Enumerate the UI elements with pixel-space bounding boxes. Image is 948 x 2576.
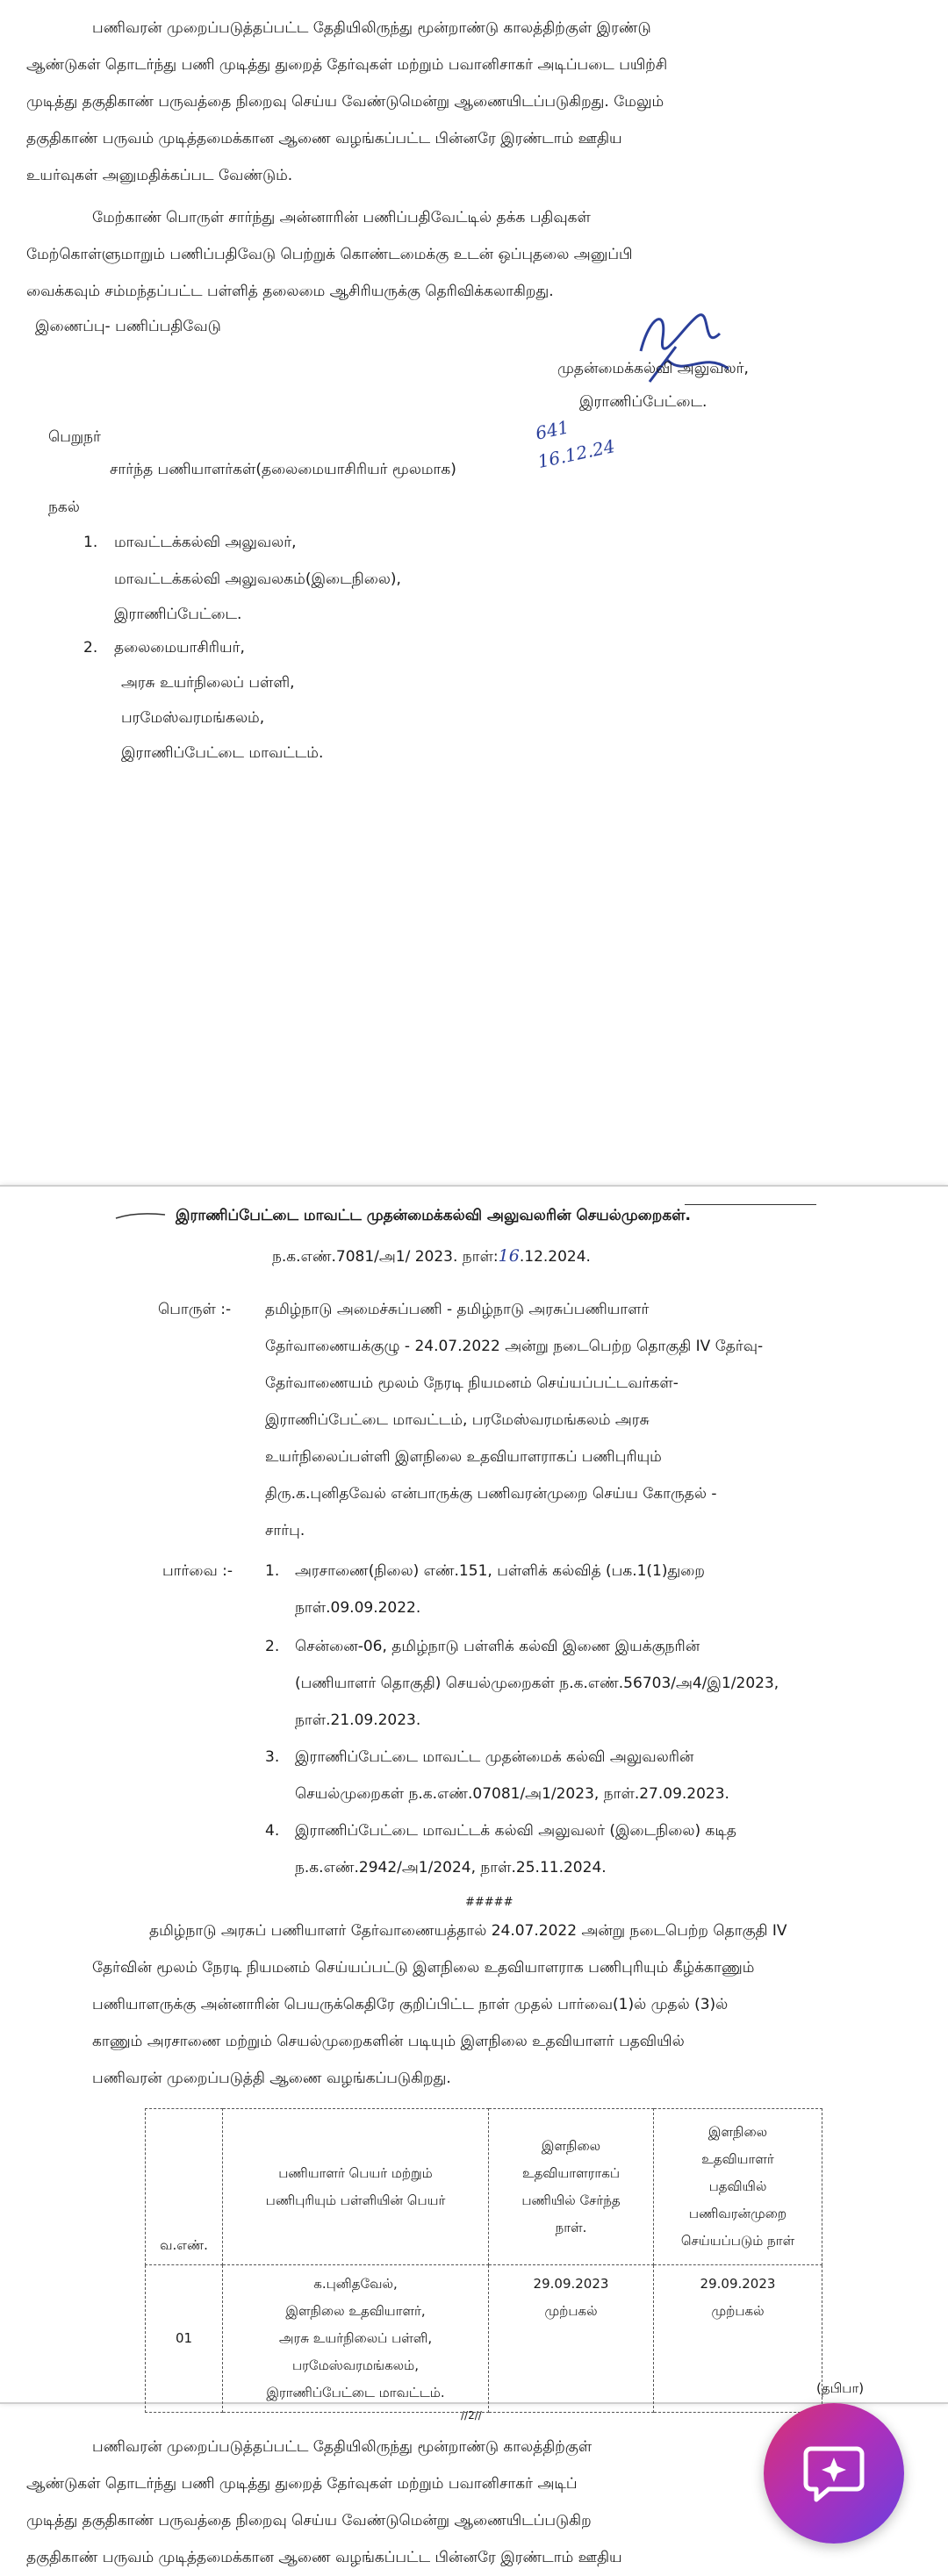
signatory-title: முதன்மைக்கல்வி அலுவலர், [557,360,749,377]
copy-1-line-1: மாவட்டக்கல்வி அலுவலர், [114,534,297,551]
copy-1-line-2: மாவட்டக்கல்வி அலுவலகம்(இடைநிலை), [114,570,401,588]
copy-2-line-1: தலைமையாசிரியர், [114,639,245,657]
col-header-reg-line-2: உதவியாளர் [701,2151,774,2167]
reference-prefix: ந.க.எண்.7081/அ1/ 2023. நாள்: [272,1248,499,1266]
page3-line-4: தகுதிகாண் பருவம் முடித்தமைக்கான ஆணை வழங்கப்பட்ட பின்னரே இரண்டாம் ஊதிய [26,2549,622,2566]
ref-1-line-2: நாள்.09.09.2022. [295,1599,421,1617]
paragraph-1-line-1: பணிவரன் முறைப்படுத்தப்பட்ட தேதியிலிருந்து மூன்றாண்டு காலத்திற்குள் இரண்டு [92,19,651,37]
col-header-join-date [489,2109,654,2265]
copy-2-line-3: பரமேஸ்வரமங்கலம், [121,709,265,727]
copy-2-number: 2. [83,639,98,657]
body-line-4: காணும் அரசாணை மற்றும் செயல்முறைகளின் படியும் இளநிலை உதவியாளர் பதவியில் [92,2033,685,2050]
page-footer-mark: (தபிபா) [816,2380,865,2396]
cell-name-line-2: இளநிலை உதவியாளர், [285,2303,426,2319]
ref-2-line-2: (பணியாளர் தொகுதி) செயல்முறைகள் ந.க.எண்.56703/அ4/இ1/2023, [295,1675,779,1692]
subject-line-4: இராணிப்பேட்டை மாவட்டம், பரமேஸ்வரமங்கலம் அரசு [265,1411,650,1429]
table-row [146,2265,822,2413]
paragraph-2-line-3: வைக்கவும் சம்மந்தப்பட்ட பள்ளித் தலைமை ஆசிரியருக்கு தெரிவிக்கலாகிறது. [26,283,554,300]
cell-reg-date-value: 29.09.2023 [700,2276,776,2292]
ref-1-line-1: அரசாணை(நிலை) எண்.151, பள்ளிக் கல்வித் (பக.1(1)துறை [295,1562,705,1580]
cell-serial: 01 [146,2265,223,2413]
paragraph-1-line-2: ஆண்டுகள் தொடர்ந்து பணி முடித்து துறைத் தேர்வுகள் மற்றும் பவானிசாகர் அடிப்படை பயிற்சி [26,56,668,74]
ref-4-number: 4. [265,1822,280,1840]
subject-line-3: தேர்வாணையம் மூலம் நேரடி நியமனம் செய்யப்பட்டவர்கள்- [265,1374,679,1392]
col-header-reg-line-4: பணிவரன்முறை [688,2206,787,2221]
cell-join-date-value: 29.09.2023 [533,2276,609,2292]
subject-line-2: தேர்வாணையக்குழு - 24.07.2022 அன்று நடைபெற்ற தொகுதி IV தேர்வு- [265,1338,764,1355]
col-header-name [223,2109,489,2265]
col-header-serial-text: வ.எண். [160,2237,208,2253]
col-header-join-line-1: இளநிலை [541,2137,601,2154]
ref-2-line-3: நாள்.21.09.2023. [295,1711,421,1729]
cell-name-line-4: பரமேஸ்வரமங்கலம், [292,2357,419,2373]
ref-4-line-2: ந.க.எண்.2942/அ1/2024, நாள்.25.11.2024. [295,1859,607,1876]
reference-suffix: .12.2024. [519,1248,591,1266]
copy-2-line-4: இராணிப்பேட்டை மாவட்டம். [121,744,324,762]
body-line-5: பணிவரன் முறைப்படுத்தி ஆணை வழங்கப்படுகிறது. [92,2070,451,2087]
col-header-join-line-3: பணியில் சேர்ந்த [521,2192,621,2208]
document-page-1 [0,0,948,1185]
ref-3-line-1: இராணிப்பேட்டை மாவட்ட முதன்மைக் கல்வி அலுவலரின் [295,1748,694,1766]
copy-2-line-2: அரசு உயர்நிலைப் பள்ளி, [121,674,295,692]
subject-label: பொருள் :- [158,1301,232,1318]
ai-assistant-button[interactable] [764,2403,904,2544]
ref-3-line-2: செயல்முறைகள் ந.க.எண்.07081/அ1/2023, நாள்.27.09.2023. [295,1785,729,1803]
cell-reg-session: முற்பகல் [711,2303,765,2319]
reference-day-handwritten: 16 [498,1246,520,1266]
col-header-join-line-4: நாள். [555,2219,587,2235]
heading-underline [685,1204,816,1205]
subject-line-6: திரு.க.புனிதவேல் என்பாருக்கு பணிவரன்முறை செய்ய கோருதல் - [265,1485,717,1503]
recipient-label: பெறுநர் [48,428,101,446]
table-header-row [146,2109,822,2265]
subject-line-7: சார்பு. [265,1522,305,1539]
sparkle-chat-icon [802,2442,865,2505]
cell-name-line-5: இராணிப்பேட்டை மாவட்டம். [266,2385,445,2400]
pen-mark [114,1209,167,1222]
col-header-serial [146,2109,223,2265]
ref-1-number: 1. [265,1562,280,1580]
col-header-join-line-2: உதவியாளராகப் [521,2164,621,2181]
paragraph-1-line-3: முடித்து தகுதிகாண் பருவத்தை நிறைவு செய்ய வேண்டுமென்று ஆணையிடப்படுகிறது. மேலும் [26,93,664,111]
signatory-place: இராணிப்பேட்டை. [579,393,707,411]
col-header-name-line-1: பணியாளர் பெயர் மற்றும் [278,2164,433,2181]
regularisation-table [145,2108,822,2413]
paragraph-2-line-1: மேற்காண் பொருள் சார்ந்து அன்னாரின் பணிப்பதிவேட்டில் தக்க பதிவுகள் [92,209,591,226]
reference-number [272,1246,591,1267]
col-header-name-line-2: பணிபுரியும் பள்ளியின் பெயர் [265,2192,446,2208]
col-header-reg-line-1: இளநிலை [707,2124,768,2140]
cell-join-date [489,2265,654,2413]
col-header-regularisation-date [654,2109,822,2265]
col-header-reg-line-5: செய்யப்படும் நாள் [680,2233,795,2249]
ref-2-number: 2. [265,1638,280,1655]
handwritten-date: 16.12.24 [535,435,617,472]
cell-name-line-1: க.புனிதவேல், [313,2276,398,2292]
handwritten-initial: 641 [533,416,571,444]
subject-line-5: உயர்நிலைப்பள்ளி இளநிலை உதவியாளராகப் பணிபுரியும் [265,1448,662,1466]
copy-1-number: 1. [83,534,98,551]
separator-marks: ##### [465,1896,514,1909]
body-line-1: தமிழ்நாடு அரசுப் பணியாளர் தேர்வாணையத்தால் 24.07.2022 அன்று நடைபெற்ற தொகுதி IV [149,1922,787,1940]
body-line-2: தேர்வின் மூலம் நேரடி நியமனம் செய்யப்பட்டு இளநிலை உதவியாளராக பணிபுரியும் கீழ்க்காணும் [92,1959,755,1977]
page-marker: //2// [461,2409,482,2422]
enclosure-note: இணைப்பு- பணிப்பதிவேடு [35,318,221,335]
recipient-text: சார்ந்த பணியாளர்கள்(தலைமையாசிரியர் மூலமாக) [110,461,456,478]
paragraph-2-line-2: மேற்கொள்ளுமாறும் பணிப்பதிவேடு பெற்றுக் கொண்டமைக்கு உடன் ஒப்புதலை அனுப்பி [26,246,633,263]
page3-line-3: முடித்து தகுதிகாண் பருவத்தை நிறைவு செய்ய வேண்டுமென்று ஆணையிடப்படுகிற [26,2512,592,2529]
cell-employee-name [223,2265,489,2413]
cell-regularisation-date [654,2265,822,2413]
ref-3-number: 3. [265,1748,280,1766]
page3-line-1: பணிவரன் முறைப்படுத்தப்பட்ட தேதியிலிருந்து மூன்றாண்டு காலத்திற்குள் [92,2438,592,2456]
body-line-3: பணியாளருக்கு அன்னாரின் பெயருக்கெதிரே குறிப்பிட்ட நாள் முதல் பார்வை(1)ல் முதல் (3)ல் [92,1996,729,2013]
cell-name-line-3: அரசு உயர்நிலைப் பள்ளி, [278,2330,433,2346]
ref-4-line-1: இராணிப்பேட்டை மாவட்டக் கல்வி அலுவலர் (இடைநிலை) கடித [295,1822,736,1840]
subject-line-1: தமிழ்நாடு அமைச்சுப்பணி - தமிழ்நாடு அரசுப்பணியாளர் [265,1301,650,1318]
page3-line-2: ஆண்டுகள் தொடர்ந்து பணி முடித்து துறைத் தேர்வுகள் மற்றும் பவானிசாகர் அடிப் [26,2475,578,2493]
ref-2-line-1: சென்னை-06, தமிழ்நாடு பள்ளிக் கல்வி இணை இயக்குநரின் [295,1638,700,1655]
paragraph-1-line-4: தகுதிகாண் பருவம் முடித்தமைக்கான ஆணை வழங்கப்பட்ட பின்னரே இரண்டாம் ஊதிய [26,130,622,147]
paragraph-1-line-5: உயர்வுகள் அனுமதிக்கப்பட வேண்டும். [26,167,293,184]
cell-join-session: முற்பகல் [544,2303,598,2319]
col-header-reg-line-3: பதவியில் [708,2178,767,2194]
proceedings-heading: இராணிப்பேட்டை மாவட்ட முதன்மைக்கல்வி அலுவலரின் செயல்முறைகள். [176,1207,692,1224]
copy-1-line-3: இராணிப்பேட்டை. [114,606,242,623]
copy-label: நகல் [48,499,80,516]
reference-label: பார்வை :- [162,1562,233,1580]
